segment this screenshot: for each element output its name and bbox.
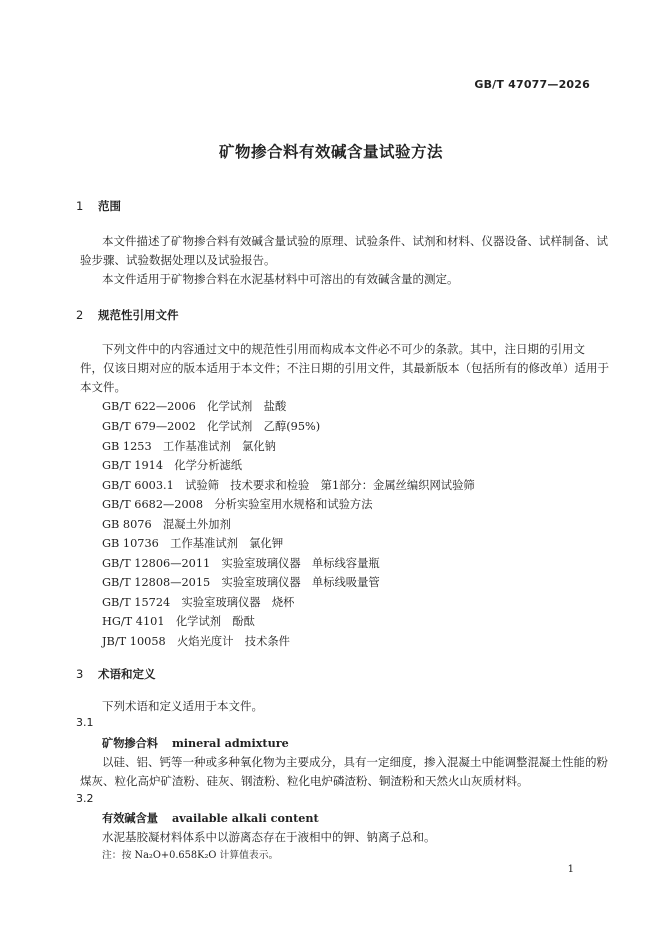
normative-reference: HG/T 4101 化学试剂 酚酞 [102, 615, 255, 628]
normative-reference: GB/T 679—2002 化学试剂 乙醇(95%) [102, 420, 321, 433]
paragraph-continued: 件，仅该日期对应的版本适用于本文件；不注日期的引用文件，其最新版本（包括所有的修改单）适用于 [80, 361, 609, 375]
section-number: 2 [76, 308, 84, 322]
section-title: 术语和定义 [98, 667, 156, 681]
term-definition: 以硅、铝、钙等一种或多种氧化物为主要成分，具有一定细度，掺入混凝土中能调整混凝土性能的粉 [102, 755, 608, 769]
normative-reference: GB/T 1914 化学分析滤纸 [102, 459, 243, 472]
paragraph: 本文件描述了矿物掺合料有效碱含量试验的原理、试验条件、试剂和材料、仪器设备、试样制备、试 [102, 234, 608, 248]
paragraph: 下列文件中的内容通过文中的规范性引用而构成本文件必不可少的条款。其中，注日期的引用文 [102, 342, 585, 356]
section-number: 1 [76, 199, 84, 213]
normative-reference: GB 10736 工作基准试剂 氯化钾 [102, 537, 284, 550]
section-title: 规范性引用文件 [98, 308, 179, 322]
normative-reference: GB 8076 混凝土外加剂 [102, 518, 231, 531]
section-1-heading [76, 198, 121, 214]
section-title: 范围 [98, 199, 121, 213]
term-note: 注：按 Na₂O+0.658K₂O 计算值表示。 [102, 850, 279, 861]
term-number: 3.2 [76, 792, 94, 805]
term-name-en: available alkali content [171, 811, 319, 825]
term-definition: 水泥基胶凝材料体系中以游离态存在于液相中的钾、钠离子总和。 [102, 830, 436, 844]
paragraph: 本文件适用于矿物掺合料在水泥基材料中可溶出的有效碱含量的测定。 [102, 272, 459, 286]
section-number: 3 [76, 667, 84, 681]
term-name [102, 735, 289, 751]
normative-reference: GB/T 15724 实验室玻璃仪器 烧杯 [102, 596, 295, 609]
term-definition-continued: 煤灰、粒化高炉矿渣粉、硅灰、钢渣粉、粒化电炉磷渣粉、铜渣粉和天然火山灰质材料。 [80, 774, 529, 788]
page-number: 1 [567, 864, 574, 875]
normative-reference: GB 1253 工作基准试剂 氯化钠 [102, 440, 276, 453]
normative-reference: JB/T 10058 火焰光度计 技术条件 [102, 635, 290, 648]
normative-reference: GB/T 6003.1 试验筛 技术要求和检验 第1部分：金属丝编织网试验筛 [102, 479, 475, 492]
paragraph-continued: 本文件。 [80, 380, 126, 394]
document-title: 矿物掺合料有效碱含量试验方法 [218, 143, 443, 161]
term-name-zh: 矿物掺合料 [102, 737, 158, 750]
term-name-en: mineral admixture [171, 736, 289, 750]
standard-code: GB/T 47077—2026 [474, 78, 590, 91]
section-2-heading [76, 307, 179, 323]
normative-reference: GB/T 6682—2008 分析实验室用水规格和试验方法 [102, 498, 373, 511]
term-name-zh: 有效碱含量 [102, 812, 158, 825]
term-name [102, 810, 319, 826]
term-number: 3.1 [76, 716, 94, 729]
paragraph-continued: 验步骤、试验数据处理以及试验报告。 [80, 253, 276, 267]
normative-reference: GB/T 622—2006 化学试剂 盐酸 [102, 400, 287, 413]
paragraph: 下列术语和定义适用于本文件。 [102, 699, 263, 713]
normative-reference: GB/T 12808—2015 实验室玻璃仪器 单标线吸量管 [102, 576, 380, 589]
section-3-heading [76, 666, 156, 682]
normative-reference: GB/T 12806—2011 实验室玻璃仪器 单标线容量瓶 [102, 557, 380, 570]
